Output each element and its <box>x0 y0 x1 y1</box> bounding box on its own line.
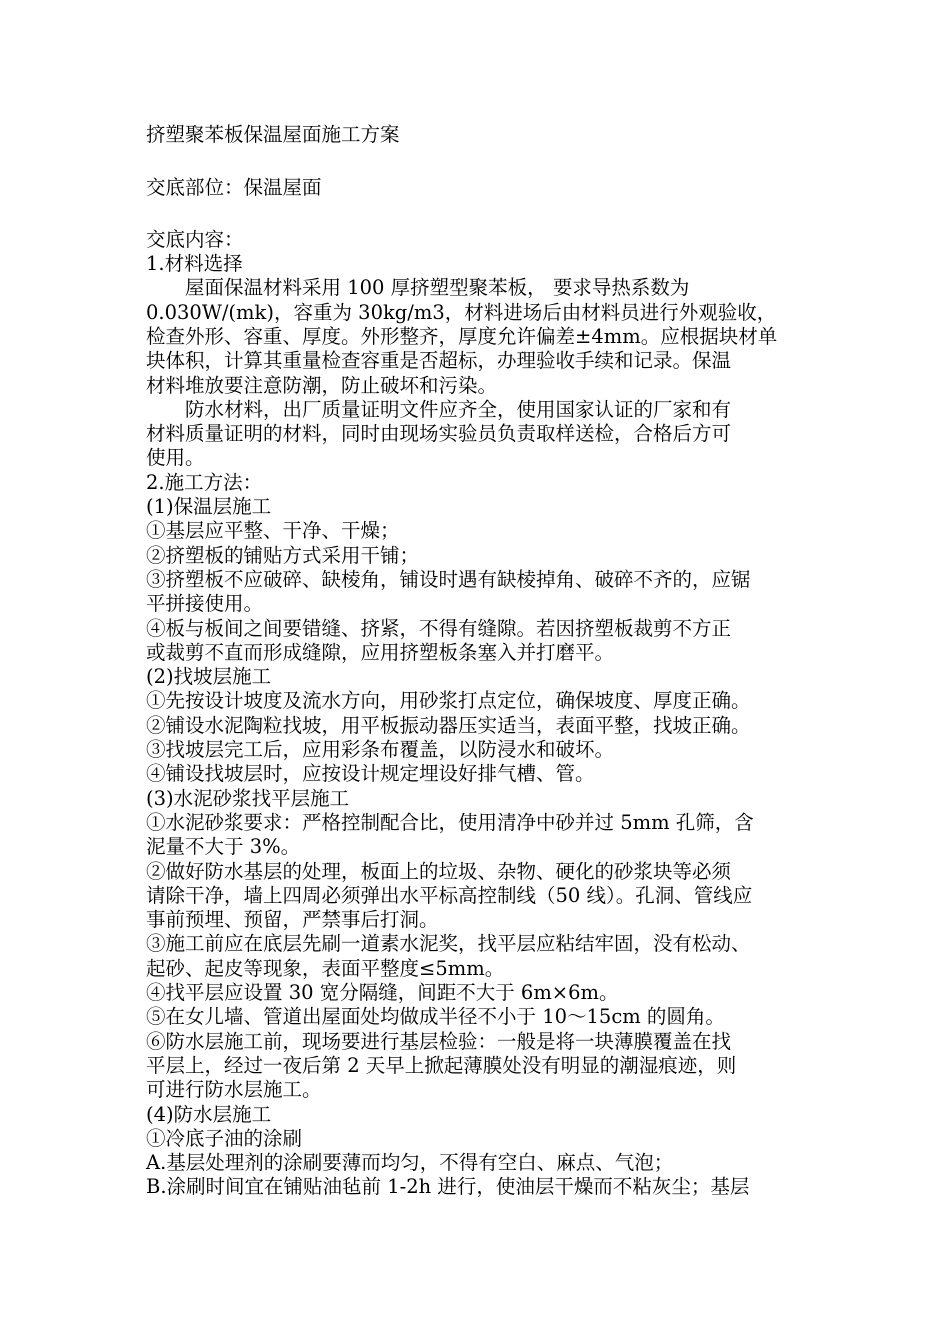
text-line: 平拼接使用。 <box>146 592 264 616</box>
text-line: 事前预埋、预留，严禁事后打洞。 <box>146 908 439 932</box>
text-line: 防水材料，出厂质量证明文件应齐全，使用国家认证的厂家和有 <box>146 397 732 421</box>
text-line: ⑤在女儿墙、管道出屋面处均做成半径不小于 10～15cm 的圆角。 <box>146 1005 725 1029</box>
text-line: 块体积，计算其重量检查容重是否超标，办理验收手续和记录。保温 <box>146 349 732 373</box>
text-line: ⑥防水层施工前，现场要进行基层检验：一般是将一块薄膜覆盖在找 <box>146 1029 732 1053</box>
text-line: 1.材料选择 <box>146 252 243 275</box>
document-title: 挤塑聚苯板保温屋面施工方案 <box>146 123 400 146</box>
text-line: ④找平层应设置 30 宽分隔缝，间距不大于 6m×6m。 <box>146 981 619 1004</box>
text-line: (4)防水层施工 <box>146 1102 272 1126</box>
text-line: (3)水泥砂浆找平层施工 <box>146 786 350 810</box>
text-line: B.涂刷时间宜在铺贴油毡前 1-2h 进行，使油层干燥而不粘灰尘；基层 <box>146 1175 750 1199</box>
text-line: ①冷底子油的涂刷 <box>146 1126 303 1150</box>
handover-part: 交底部位：保温屋面 <box>146 176 322 199</box>
text-line: 检查外形、容重、厚度。外形整齐，厚度允许偏差±4mm。应根据块材单 <box>146 324 778 348</box>
text-line: ①水泥砂浆要求：严格控制配合比，使用清净中砂并过 5mm 孔筛，含 <box>146 810 754 834</box>
text-line: 使用。 <box>146 446 205 470</box>
text-line: 材料质量证明的材料，同时由现场实验员负责取样送检，合格后方可 <box>146 422 732 446</box>
text-line: ②铺设水泥陶粒找坡，用平板振动器压实适当，表面平整，找坡正确。 <box>146 713 751 737</box>
text-line: 0.030W/(mk)，容重为 30kg/m3，材料进场后由材料员进行外观验收， <box>146 300 777 324</box>
text-line: ④板与板间之间要错缝、挤紧，不得有缝隙。若因挤塑板裁剪不方正 <box>146 616 732 640</box>
text-line: 2.施工方法： <box>146 470 263 494</box>
text-line: 或裁剪不直而形成缝隙，应用挤塑板条塞入并打磨平。 <box>146 640 615 664</box>
text-line: (2)找坡层施工 <box>146 665 272 689</box>
handover-content-label: 交底内容： <box>146 228 244 251</box>
text-line: 可进行防水层施工。 <box>146 1078 322 1102</box>
text-line: ④铺设找坡层时，应按设计规定埋设好排气槽、管。 <box>146 762 595 786</box>
text-line: ③施工前应在底层先刷一道素水泥奖，找平层应粘结牢固，没有松动、 <box>146 932 751 956</box>
text-line: 请除干净，墙上四周必须弹出水平标高控制线（50 线）。孔洞、管线应 <box>146 883 753 907</box>
text-line: ①基层应平整、干净、干燥； <box>146 519 400 543</box>
text-line: 起砂、起皮等现象，表面平整度≤5mm。 <box>146 956 505 980</box>
text-line: ③找坡层完工后，应用彩条布覆盖，以防浸水和破坏。 <box>146 738 615 761</box>
text-line: ①先按设计坡度及流水方向，用砂浆打点定位，确保坡度、厚度正确。 <box>146 689 751 713</box>
text-line: 屋面保温材料采用 100 厚挤塑型聚苯板， 要求导热系数为 <box>146 276 690 300</box>
text-line: 材料堆放要注意防潮，防止破坏和污染。 <box>146 373 498 397</box>
text-line: (1)保温层施工 <box>146 495 272 518</box>
text-line: ③挤塑板不应破碎、缺棱角，铺设时遇有缺棱掉角、破碎不齐的，应锯 <box>146 567 751 591</box>
text-line: ②做好防水基层的处理，板面上的垃圾、杂物、硬化的砂浆块等必须 <box>146 859 732 883</box>
text-line: A.基层处理剂的涂刷要薄而均匀，不得有空白、麻点、气泡； <box>146 1151 674 1175</box>
text-line: ②挤塑板的铺贴方式采用干铺； <box>146 543 420 567</box>
text-line: 平层上，经过一夜后第 2 天早上掀起薄膜处没有明显的潮湿痕迹，则 <box>146 1053 737 1077</box>
text-line: 泥量不大于 3%。 <box>146 835 301 859</box>
